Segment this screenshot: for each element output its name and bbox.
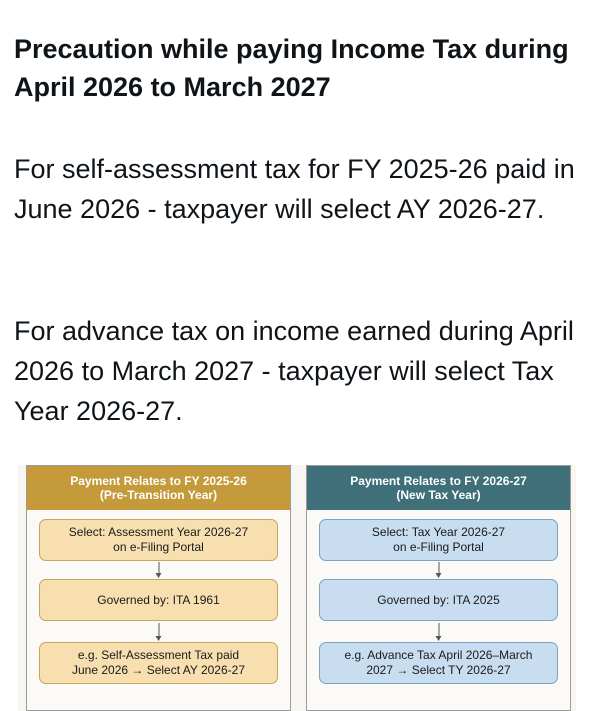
- step-text: Governed by: ITA 1961: [97, 592, 220, 607]
- step-text: on e-Filing Portal: [393, 540, 484, 554]
- step-select-tax-year: [319, 519, 558, 561]
- down-arrow-icon: [438, 623, 439, 640]
- panel-fy-2025-26: [26, 465, 291, 711]
- step-text: Select: Assessment Year 2026-27: [68, 525, 249, 539]
- step-governed-by-ita-2025: [319, 579, 558, 621]
- step-text: June 2026 → Select AY 2026-27: [71, 663, 245, 677]
- tax-year-flow-diagram: [18, 465, 576, 711]
- post-paragraph-self-assessment: For self-assessment tax for FY 2025-26 paid in June 2026 - taxpayer will select AY 2026-27.: [14, 154, 575, 224]
- post-paragraph-advance-tax: For advance tax on income earned during April 2026 to March 2027 - taxpayer will select Tax Year 2026-27.: [14, 316, 574, 426]
- step-example-self-assessment: [39, 642, 278, 684]
- step-text: e.g. Self-Assessment Tax paid: [77, 648, 240, 662]
- step-example-advance-tax: [319, 642, 558, 684]
- down-arrow-icon: [158, 623, 159, 640]
- panel-header-fy-2025-26: [27, 466, 290, 510]
- step-select-assessment-year: [39, 519, 278, 561]
- down-arrow-icon: [438, 562, 439, 577]
- post-title: Precaution while paying Income Tax during April 2026 to March 2027: [14, 34, 569, 102]
- panel-header-title: Payment Relates to FY 2026-27: [350, 474, 527, 488]
- step-text: 2027 → Select TY 2026-27: [366, 663, 511, 677]
- panel-header-title: Payment Relates to FY 2025-26: [70, 474, 247, 488]
- step-text: on e-Filing Portal: [113, 540, 204, 554]
- panel-header-subtitle: (New Tax Year): [396, 488, 481, 502]
- step-text: e.g. Advance Tax April 2026–March: [344, 648, 533, 662]
- step-governed-by-ita-1961: [39, 579, 278, 621]
- panel-fy-2026-27: [306, 465, 571, 711]
- down-arrow-icon: [158, 562, 159, 577]
- panel-header-subtitle: (Pre-Transition Year): [99, 488, 218, 502]
- step-text: Governed by: ITA 2025: [377, 592, 500, 607]
- step-text: Select: Tax Year 2026-27: [371, 525, 506, 539]
- panel-header-fy-2026-27: [307, 466, 570, 510]
